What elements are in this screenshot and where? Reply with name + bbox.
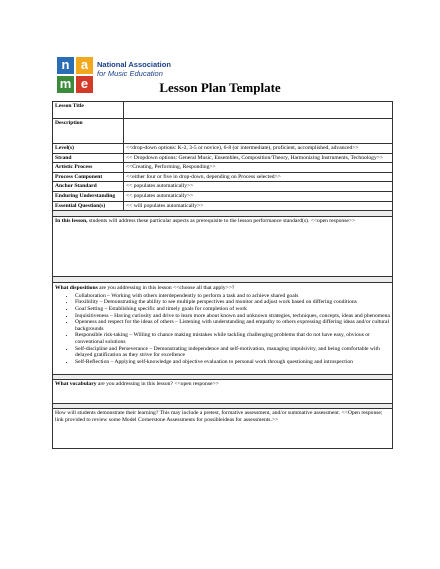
lesson-text: students will address these particular aspects as prerequisite to the lesson performance standard(s). <<open response>> (87, 218, 356, 225)
row-essential-questions (53, 201, 393, 211)
lesson-lead: In this lesson, (55, 218, 88, 225)
disposition-item: • Self-discipline and Perseverance – Demonstrating independence and self-motivation, managing impulsivity, and being comfortable with delayed gratification as they strive for excellence (75, 346, 390, 359)
label-description: Description (53, 119, 124, 144)
label-lesson-title: Lesson Title (53, 102, 124, 119)
disposition-item: • Self-Reflection – Applying self-knowledge and objective evaluation to personal work through questioning and introspection (75, 359, 390, 366)
label-enduring-understanding: Enduring Understanding (53, 191, 124, 201)
value-process-component[interactable]: <<either four or five in drop-down, depending on Process selected>> (124, 172, 393, 182)
row-enduring-understanding (53, 191, 393, 201)
row-lesson-title (53, 102, 393, 119)
row-anchor-standard (53, 182, 393, 192)
row-artistic-process (53, 163, 393, 173)
cell-vocabulary[interactable] (53, 380, 393, 404)
row-dispositions (53, 283, 393, 375)
label-anchor-standard: Anchor Standard (53, 182, 124, 192)
cell-dispositions[interactable] (53, 283, 393, 375)
row-assessment (53, 409, 393, 449)
row-vocabulary (53, 380, 393, 404)
label-strand: Strand (53, 153, 124, 163)
disposition-item: • Inquisitiveness – Having curiosity and drive to learn more about known and unknown strategies, techniques, concepts, ideas and phenomena (75, 313, 390, 320)
page-title: Lesson Plan Template (159, 80, 281, 95)
value-essential-questions[interactable]: << will populates automatically>> (124, 201, 393, 211)
logo-letter-e: e (76, 76, 93, 93)
disposition-item: • Collaboration – Working with others interdependently to perform a task and to achieve shared goals (75, 293, 390, 300)
label-process-component: Process Component (53, 172, 124, 182)
vocabulary-text: are you addressing in this lesson? <<open response>> (96, 381, 219, 388)
disposition-item: • Flexibility – Demonstrating the ability to see multiple perspectives and monitor and adjust work based on differing conditions (75, 299, 390, 306)
value-description[interactable] (124, 119, 393, 144)
disposition-item: • Responsible risk-taking – Willing to chance making mistakes while tackling challenging problems that do not have easy, obvious or conventional solutions (75, 332, 390, 345)
logo-letter-a: a (76, 57, 93, 74)
dispositions-text: are you addressing in this lesson <<choose all that apply>>? (97, 285, 235, 292)
logo-line-1: National Association (97, 60, 171, 69)
lesson-plan-table (52, 101, 393, 449)
value-lesson-title[interactable] (124, 102, 393, 119)
cell-assessment[interactable]: How will students demonstrate their learning? This may include a pretest, formative assessment, and/or summative assessment. <<Open response; link provided to review some Model Cornerstone Assessments for possibleideas for assessments.>> (53, 409, 393, 449)
disposition-item: • Openness and respect for the ideas of others – Listening with understanding and empathy to others expressing differing ideas and/or cultural backgrounds (75, 319, 390, 332)
row-levels (53, 144, 393, 154)
row-in-this-lesson (53, 217, 393, 277)
row-description (53, 119, 393, 144)
label-essential-questions: Essential Question(s) (53, 201, 124, 211)
vocabulary-lead: What vocabulary (55, 381, 97, 388)
value-anchor-standard[interactable]: << populates automatically>> (124, 182, 393, 192)
disposition-item: • Goal Setting – Establishing specific and timely goals for completion of work (75, 306, 390, 313)
value-levels[interactable]: <<drop-down options: K-2, 3-5 or novice), 6-8 (or intermediate), proficient, accomplished, advanced>> (124, 144, 393, 154)
dispositions-list (55, 293, 390, 366)
logo-letter-m: m (57, 76, 74, 93)
row-process-component (53, 172, 393, 182)
logo-text (97, 60, 171, 78)
logo-letter-n: n (57, 57, 74, 74)
value-strand[interactable]: << Dropdown options: General Music, Ensembles, Composition/Theory, Harmonizing Instruments, Technology>> (124, 153, 393, 163)
value-enduring-understanding[interactable]: << populates automatically>> (124, 191, 393, 201)
logo-line-2: for Music Education (97, 69, 163, 78)
cell-in-this-lesson[interactable] (53, 217, 393, 277)
label-artistic-process: Artistic Process (53, 163, 124, 173)
dispositions-lead: What dispositions (55, 285, 98, 292)
value-artistic-process[interactable]: <<Creating, Performing, Responding>> (124, 163, 393, 173)
label-levels: Level(s) (53, 144, 124, 154)
row-strand (53, 153, 393, 163)
